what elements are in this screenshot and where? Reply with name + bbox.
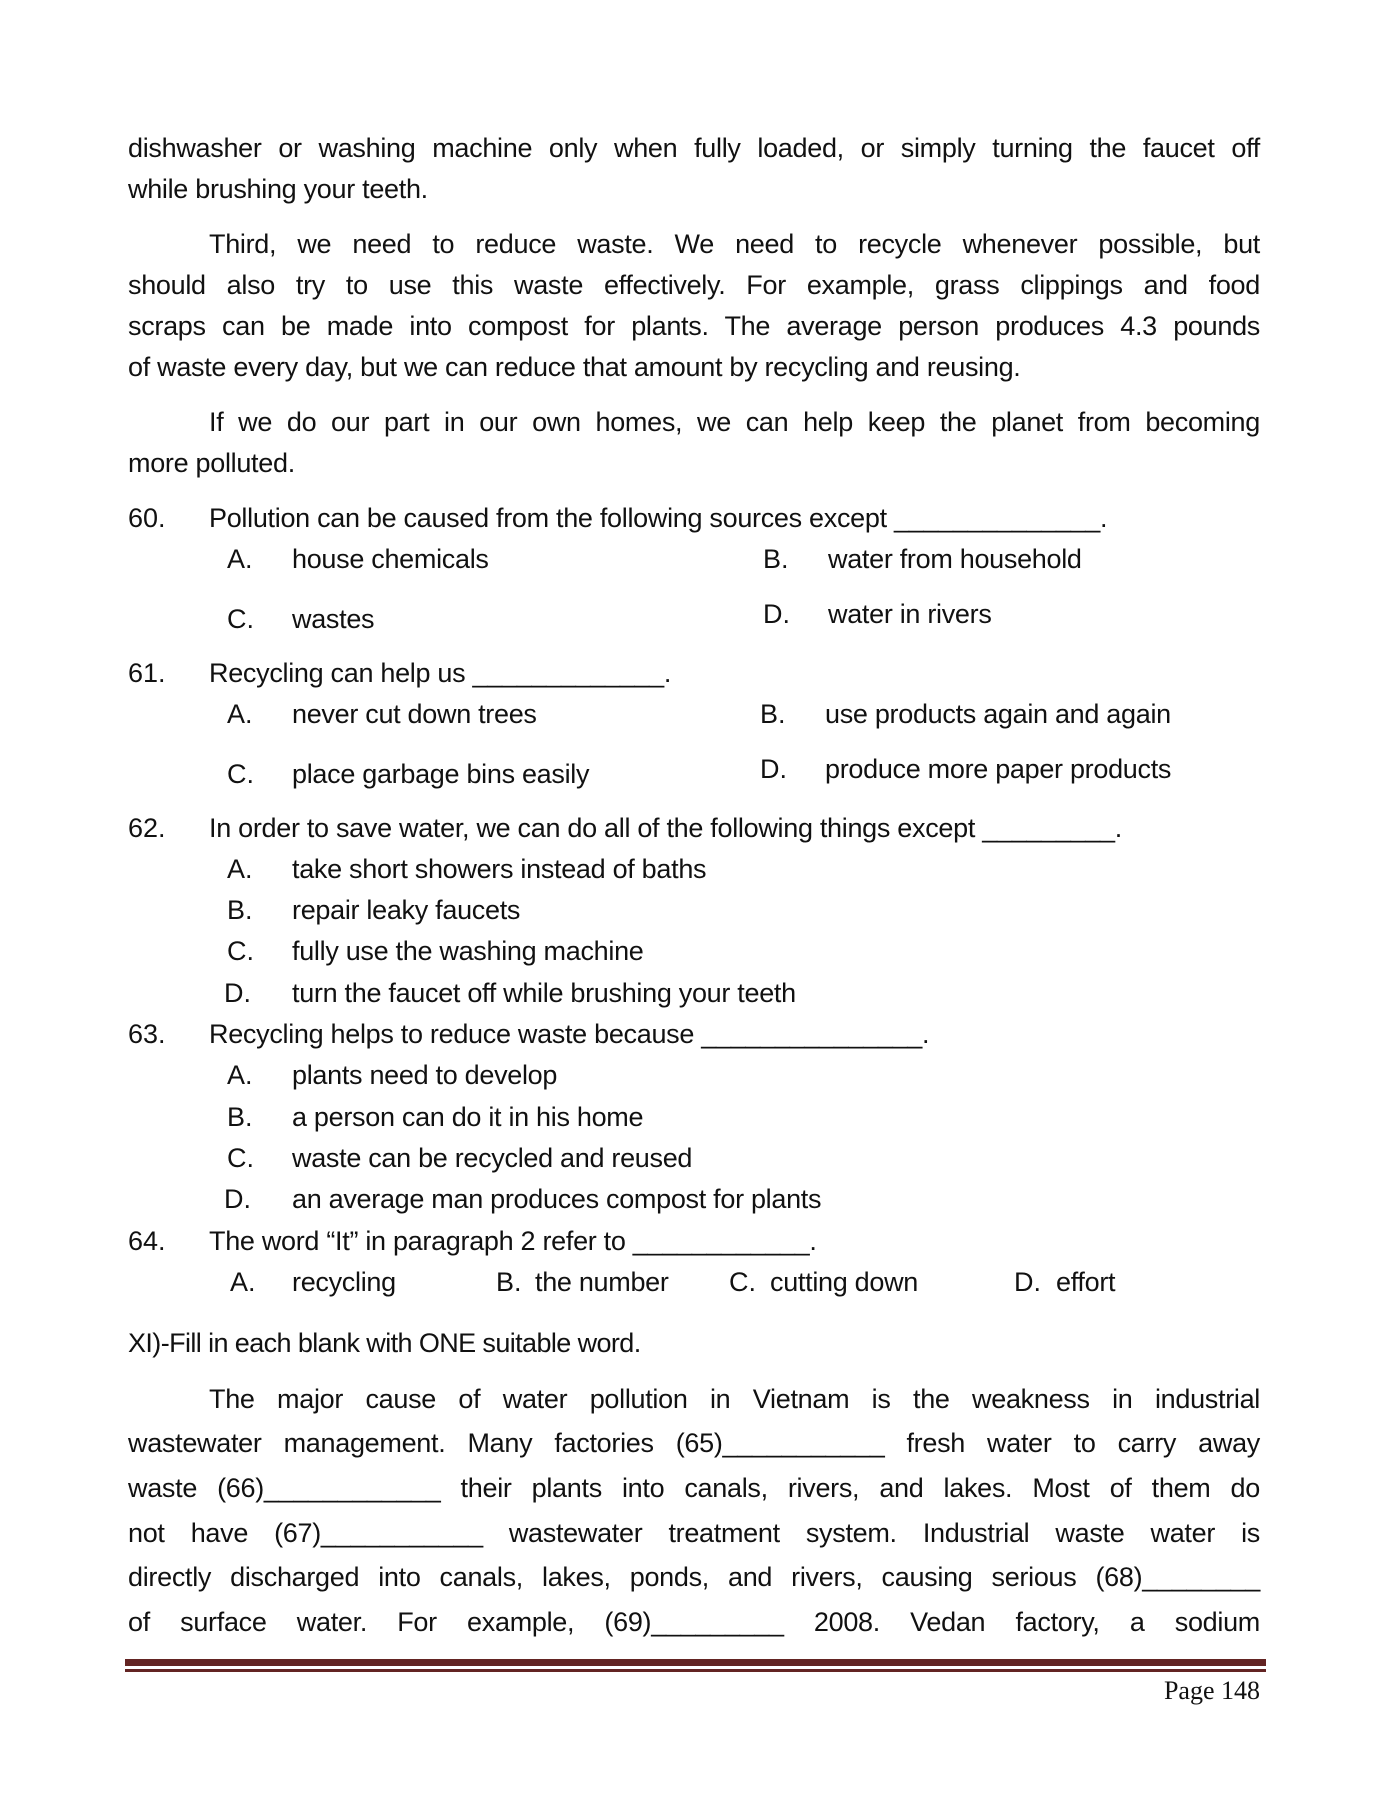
paragraph-3-line: Third, we need to reduce waste. We need to recycle whenever possible, but [209,229,1260,259]
option-text: place garbage bins easily [292,759,590,789]
paragraph-3-line: scraps can be made into compost for plants. The average person produces 4.3 pounds [128,311,1260,341]
option-text: repair leaky faucets [292,895,521,925]
option-letter: A. [227,699,253,729]
question-text: Pollution can be caused from the following sources except ______________. [209,503,1108,533]
paragraph-3-line: of waste every day, but we can reduce that amount by recycling and reusing. [128,352,1021,382]
option-letter: D. [760,754,787,784]
question-text: Recycling can help us _____________. [209,658,672,688]
section-heading: XI)-Fill in each blank with ONE suitable word. [128,1328,641,1358]
option-text: use products again and again [825,699,1171,729]
option-letter: A. [227,854,253,884]
option-text: turn the faucet off while brushing your teeth [292,978,796,1008]
page-number: Page 148 [1163,1676,1260,1705]
option-letter: A. [230,1267,256,1297]
option-text: take short showers instead of baths [292,854,707,884]
option-text: waste can be recycled and reused [292,1143,693,1173]
question-text: Recycling helps to reduce waste because _______________. [209,1019,930,1049]
option-letter: C. [227,604,254,634]
option-letter: C. [729,1267,756,1297]
question-text: In order to save water, we can do all of the following things except _________. [209,813,1122,843]
cloze-line: directly discharged into canals, lakes, ponds, and rivers, causing serious (68)________ [128,1562,1260,1592]
option-letter: B. [227,1102,253,1132]
option-letter: A. [227,1060,253,1090]
option-text: recycling [292,1267,396,1297]
option-letter: D. [224,978,251,1008]
option-letter: D. [1014,1267,1041,1297]
question-number: 60. [128,503,166,533]
option-text: effort [1056,1267,1116,1297]
option-text: fully use the washing machine [292,936,644,966]
cloze-line: The major cause of water pollution in Vietnam is the weakness in industrial [209,1384,1260,1414]
option-text: never cut down trees [292,699,537,729]
option-text: produce more paper products [825,754,1172,784]
cloze-line: of surface water. For example, (69)_________ 2008. Vedan factory, a sodium [128,1607,1260,1637]
option-text: cutting down [770,1267,918,1297]
option-letter: C. [227,759,254,789]
option-letter: D. [224,1184,251,1214]
option-letter: B. [763,544,789,574]
paragraph-4-line: more polluted. [128,448,295,478]
option-text: an average man produces compost for plants [292,1184,822,1214]
question-number: 61. [128,658,166,688]
question-number: 63. [128,1019,166,1049]
option-letter: D. [763,599,790,629]
option-letter: B. [496,1267,522,1297]
option-text: water in rivers [828,599,992,629]
option-letter: B. [760,699,786,729]
cloze-line: waste (66)____________ their plants into canals, rivers, and lakes. Most of them do [128,1473,1260,1503]
footer-rule-thin [125,1669,1266,1672]
question-number: 64. [128,1226,166,1256]
question-number: 62. [128,813,166,843]
option-letter: A. [227,544,253,574]
option-text: a person can do it in his home [292,1102,644,1132]
passage-line: dishwasher or washing machine only when fully loaded, or simply turning the faucet off [128,133,1260,163]
paragraph-3-line: should also try to use this waste effectively. For example, grass clippings and food [128,270,1260,300]
option-text: water from household [828,544,1082,574]
cloze-line: not have (67)___________ wastewater treatment system. Industrial waste water is [128,1518,1260,1548]
option-text: plants need to develop [292,1060,558,1090]
cloze-line: wastewater management. Many factories (65)___________ fresh water to carry away [128,1428,1260,1458]
option-text: the number [535,1267,669,1297]
option-text: wastes [292,604,375,634]
option-letter: C. [227,936,254,966]
question-text: The word “It” in paragraph 2 refer to ____________. [209,1226,817,1256]
paragraph-4-line: If we do our part in our own homes, we can help keep the planet from becoming [209,407,1260,437]
passage-line: while brushing your teeth. [128,174,428,204]
option-letter: C. [227,1143,254,1173]
footer-rule-thick [125,1659,1266,1666]
option-text: house chemicals [292,544,489,574]
option-letter: B. [227,895,253,925]
